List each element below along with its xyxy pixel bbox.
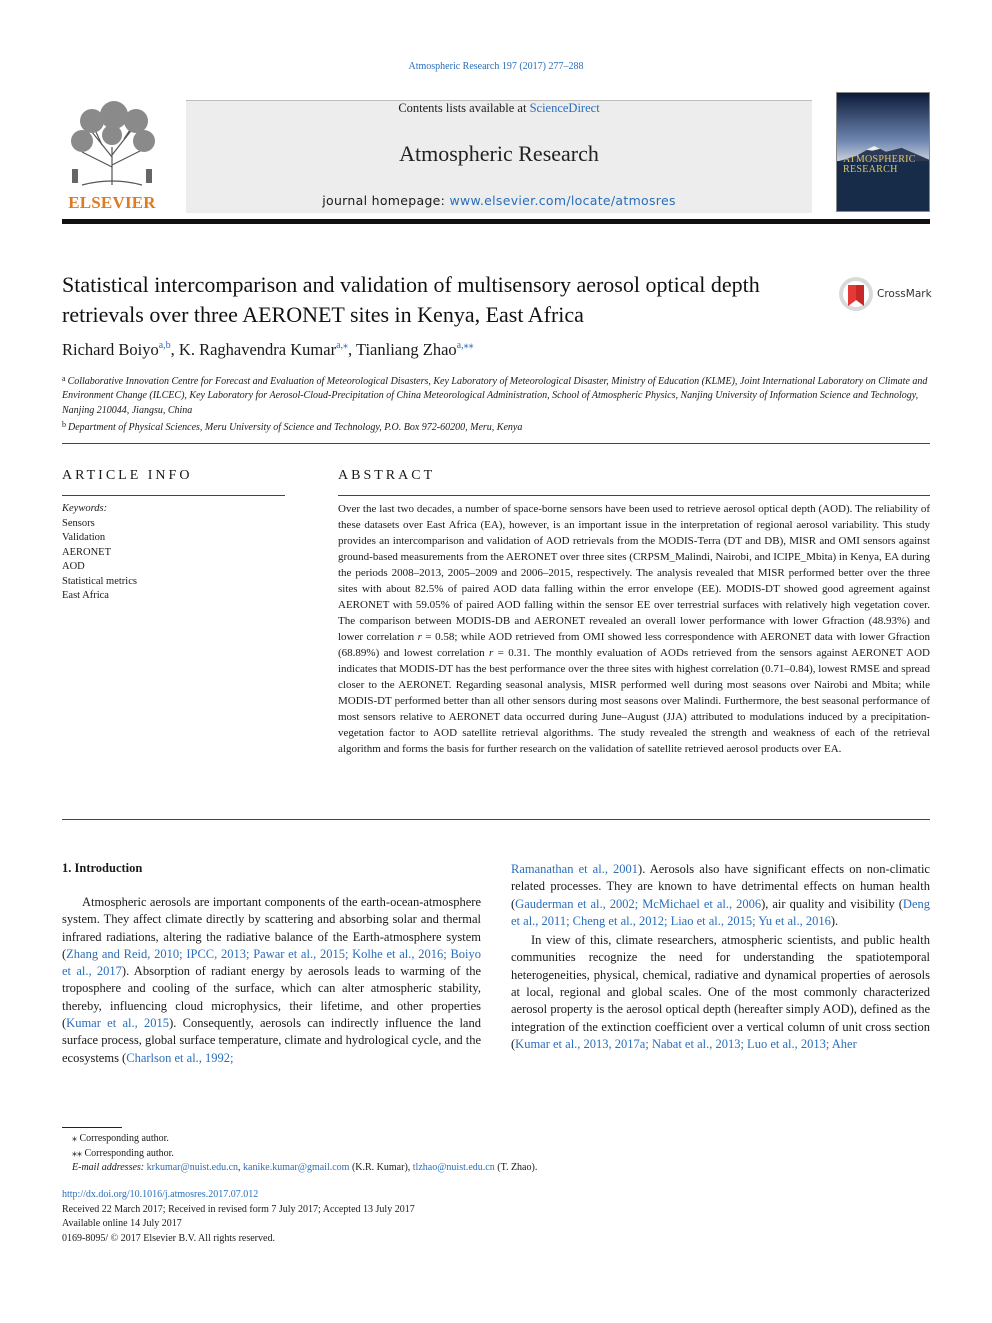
keyword-item: Sensors <box>62 518 95 529</box>
affiliations <box>62 372 930 436</box>
header-divider <box>62 219 930 224</box>
affiliation-item <box>62 418 930 435</box>
sciencedirect-link[interactable]: ScienceDirect <box>529 101 600 115</box>
author-affiliation-marker[interactable]: a,⁎⁎ <box>456 340 474 351</box>
abstract-heading: ABSTRACT <box>338 468 436 483</box>
keyword-item: Validation <box>62 532 106 544</box>
journal-name: Atmospheric Research <box>399 141 599 166</box>
introduction-heading: 1. Introduction <box>62 861 143 875</box>
abstract-divider <box>338 495 930 496</box>
affiliation-text: Collaborative Innovation Centre for Forecast and Evaluation of Meteorological Disasters, Key Laboratory of Meteorological Disaster, Ministry of Education (KLME), Joint International Laboratory on Climate and Environment Change (ILCEC), Key Laboratory for Aerosol-Cloud-Precipitation of China Meteorological Administration, School of Atmospheric Physics, Nanjing University of Information Science and Technology, Nanjing 210044, Jiangsu, China <box>62 376 928 416</box>
corresponding-author-note: ⁎ Corresponding author. <box>72 1133 169 1144</box>
article-title: Statistical intercomparison and validation of multisensory aerosol optical depth retrievals over three AERONET sites in Kenya, East Africa <box>62 272 760 327</box>
email-label: E-mail addresses: <box>72 1162 145 1174</box>
citation-link[interactable]: Ramanathan et al., 2001 <box>511 862 639 876</box>
section-divider <box>62 443 930 444</box>
citation-link[interactable]: Kumar et al., 2013, 2017a; Nabat et al., 2013; Luo et al., 2013; Aher <box>515 1036 857 1051</box>
journal-citation[interactable]: Atmospheric Research 197 (2017) 277–288 <box>408 61 584 72</box>
footnote-divider <box>62 1127 122 1128</box>
keyword-item: AOD <box>62 561 85 573</box>
author-list: Richard Boiyo$^{a,b}$, K. Raghavendra Kumar$^{a,⁎}$, Tianliang Zhao$^{a,⁎⁎}$ <box>62 340 474 359</box>
citation-link[interactable]: Gauderman et al., 2002; McMichael et al., 2006 <box>515 896 762 911</box>
journal-cover-image[interactable] <box>836 92 930 212</box>
abstract-text: Over the last two decades, a number of space-borne sensors have been used to retrieve aerosol optical depth (AOD). The reliability of these datasets over East Africa (EA), however, is an important issue in the interpretation of regional aerosol variability. This study provides an intercomparison and validation of AOD retrievals from the MODIS-Terra (DT and DB), MISR and OMI sensors against ground-based measurements from the AERONET over three sites (CRPSM_Malindi, Nairobi, and ICIPE_Mbita) in Kenya, EA during the periods 2008–2013, 2005–2009 and 2006–2015, respectively. The analysis revealed that MISR performed better over the three sites with about 82.5% of paired AOD data falling within the error envelope (EE). MODIS-DT showed good agreement against AERONET with 59.05% of paired AOD falling within the sensor EE over terrestrial surfaces with relatively high vegetation cover. The comparison between MODIS-DB and AERONET revealed an overall lower performance with lower Gfraction (48.93%) and lower correlation r = 0.58; while AOD retrieved from OMI showed less correspondence with AERONET data with lower Gfraction (68.89%) and lowest correlation r = 0.31. The monthly evaluation of AODs retrieved from the sensors against AERONET AOD indicates that MODIS-DT has the best performance over the three sites with highest correlation (0.71–0.84), lowest RMSE and spread closer to the AERONET. Regarding seasonal analysis, MISR performed well during most seasons over Nairobi and Mbita; while MODIS-DT performed better than all other sensors during most seasons over Malindi. Furthermore, the best seasonal performance of most sensors relative to AERONET data occurred during June–August (JJA) attributed to modulations induced by a precipitation-vegetation factor to AOD satellite retrieval algorithms. The study revealed the strength and weakness of each of the retrieval algorithm and forms the basis for further research on the validation of satellite retrieved aerosol products over EA. <box>338 503 930 755</box>
keyword-item: East Africa <box>62 590 109 602</box>
doi-link[interactable]: http://dx.doi.org/10.1016/j.atmosres.2017.07.012 <box>62 1189 259 1200</box>
section-divider <box>62 819 930 820</box>
affiliation-mark: b <box>62 420 66 430</box>
author-affiliation-marker[interactable]: a,b <box>158 340 171 351</box>
author-name[interactable]: Tianliang Zhao <box>355 340 457 359</box>
citation-link[interactable]: Kumar et al., 2015 <box>66 1016 170 1031</box>
available-online: Available online 14 July 2017 <box>62 1218 182 1230</box>
paragraph: Atmospheric aerosols are important components of the earth-ocean-atmosphere system. They affect climate directly by scattering and absorbing solar and thermal infrared radiations, altering the radiative balance of the Earth-atmosphere system (Zhang and Reid, 2010; IPCC, 2013; Pawar et al., 2015; Kolhe et al., 2016; Boiyo et al., 2017). Absorption of radiant energy by aerosols leads to warming of the troposphere and cooling of the surface, which can alter atmospheric stability, thereby, influencing cloud microphysics, their lifetime, and other properties (Kumar et al., 2015). Consequently, aerosols can indirectly influence the land surface process, global surface temperature, climate and hydrological cycle, and the ecosystems (Charlson et al., 1992; <box>62 895 481 1065</box>
elsevier-wordmark: ELSEVIER <box>68 193 156 212</box>
citation-link[interactable]: Deng et al., 2011; Cheng et al., 2012; Liao et al., 2015; Yu et al., 2016 <box>511 896 930 928</box>
homepage-link[interactable]: www.elsevier.com/locate/atmosres <box>449 193 676 208</box>
crossmark-label[interactable]: CrossMark <box>877 288 932 300</box>
copyright: 0169-8095/ © 2017 Elsevier B.V. All rights reserved. <box>62 1232 275 1244</box>
affiliation-text: Department of Physical Sciences, Meru University of Science and Technology, P.O. Box 972-60200, Meru, Kenya <box>68 422 523 434</box>
body-column-right <box>511 861 930 1053</box>
contents-prefix: Contents lists available at <box>398 101 530 115</box>
received-dates: Received 22 March 2017; Received in revised form 7 July 2017; Accepted 13 July 2017 <box>62 1203 415 1215</box>
author-affiliation-marker[interactable]: a,⁎ <box>336 340 349 351</box>
article-info-divider <box>62 495 285 496</box>
contents-lists-line <box>186 101 812 116</box>
paragraph: Ramanathan et al., 2001). Aerosols also have significant effects on non-climatic related processes. They are known to have detrimental effects on human health (Gauderman et al., 2002; McMichael et al., 2006), air quality and visibility (Deng et al., 2011; Cheng et al., 2012; Liao et al., 2015; Yu et al., 2016). <box>511 862 930 928</box>
affiliation-mark: a <box>62 374 66 383</box>
paragraph: In view of this, climate researchers, atmospheric scientists, and public health communities recognize the need for understanding the spatiotemporal heterogeneities, physical, chemical, radiative and dynamical properties of aerosols at local, regional and global scales. One of the most commonly characterized aerosol property is the aerosol optical depth (hereafter simply AOD), defined as the integration of the extinction coefficient over a vertical column of unit cross section (Kumar et al., 2013, 2017a; Nabat et al., 2013; Luo et al., 2013; Aher <box>511 933 930 1051</box>
citation-link[interactable]: Zhang and Reid, 2010; IPCC, 2013; Pawar et al., 2015; Kolhe et al., 2016; Boiyo et al., 2017 <box>62 946 481 979</box>
keyword-item: Statistical metrics <box>62 575 137 587</box>
article-info-heading: ARTICLE INFO <box>62 468 193 483</box>
email-link[interactable]: krkumar@nuist.edu.cn <box>146 1162 239 1174</box>
author-name[interactable]: K. Raghavendra Kumar <box>178 340 337 359</box>
author-name[interactable]: Richard Boiyo <box>62 340 159 359</box>
publication-info <box>62 1188 762 1246</box>
email-link[interactable]: tlzhao@nuist.edu.cn <box>412 1162 495 1174</box>
corresponding-author-note: ⁎⁎ Corresponding author. <box>72 1147 174 1159</box>
homepage-prefix: journal homepage: <box>322 193 450 208</box>
journal-homepage-line <box>186 193 812 208</box>
cover-title-line1: ATMOSPHERIC <box>843 154 916 165</box>
affiliation-item <box>62 372 930 418</box>
email-link[interactable]: kanike.kumar@gmail.com <box>243 1162 350 1174</box>
footnotes <box>62 1132 762 1176</box>
keywords-label: Keywords: <box>62 503 108 514</box>
body-column-left <box>62 894 481 1067</box>
keywords-list <box>62 517 137 603</box>
citation-link[interactable]: Charlson et al., 1992; <box>126 1050 234 1065</box>
cover-title-line2: RESEARCH <box>843 164 898 175</box>
keyword-item: AERONET <box>62 546 111 558</box>
email-addresses: E-mail addresses: krkumar@nuist.edu.cn, kanike.kumar@gmail.com (K.R. Kumar), tlzhao@nuist.edu.cn (T. Zhao). <box>72 1162 538 1174</box>
